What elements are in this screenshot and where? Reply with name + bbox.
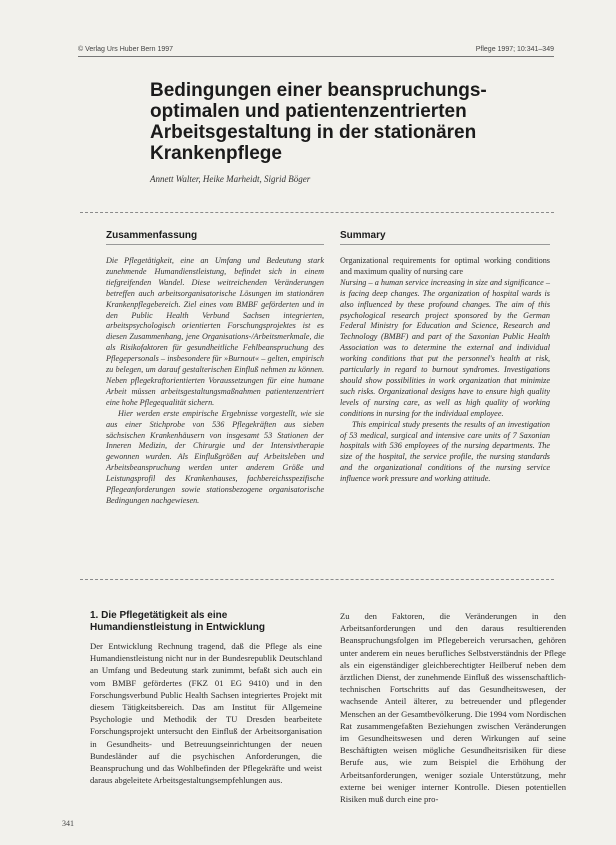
article-title: Bedingungen einer beanspruchungs-optimalen und patientenzentrierten Arbeitsgestaltung in der stationären Krankenpflege	[150, 80, 487, 164]
abstract-de-text	[106, 256, 324, 507]
abstract-en-paragraph-2: This empirical study presents the results of an investigation of 53 medical, surgical and intensive care units of 7 Saxonian hospitals with 536 employees of the nursing departments. The size of the hospital, the service profile, the nursing standards and the organizational conditions of the nursing service influence work pressure and working attitude.	[340, 419, 550, 484]
journal-citation-header: Pflege 1997; 10:341–349	[475, 46, 554, 53]
abstract-en-heading: Summary	[340, 230, 386, 241]
abstract-de-paragraph-2: Hier werden erste empirische Ergebnisse vorgestellt, wie sie aus einer Stichprobe von 536 Pflegekräften aus sieben sächsischen Krankenhäusern von insgesamt 53 Stationen der Inneren Medizin, der Chirurgie und der Intensivtherapie gewonnen wurden. Als Einflußgrößen auf Arbeitsleben und Arbeitsbeanspruchung werden unter anderem Größe und Leistungsprofil des Krankenhauses, fachbereichsspezifische Pflegeanforderungen sowie stationsbezogene organisatorische Bedingungen nachgewiesen.	[106, 408, 324, 505]
section-1-left-column: Der Entwicklung Rechnung tragend, daß die Pflege als eine Humandienstleistung nicht nur in der Bundesrepublik Deutschland an Umfang und Bedeutung stark zunimmt, befaßt sich auch ein vom BMBF gefördertes (FKZ 01 EG 9410) und in den Forschungsverbund Public Health Sachsen integriertes Projekt mit diesem Tätigkeitsbereich. Das am Institut für Allgemeine Psychologie und Methodik der TU Dresden bearbeitete Forschungsprojekt untersucht den Einfluß der Arbeitsorganisation in Gesundheits- und Betreuungseinrichtungen der neuen Bundesländer auf die psychischen Anforderungen, die Beanspruchung und das Wohlbefinden der Pflegekräfte und weist daraus abgeleitete Arbeitsgestaltungsempfehlungen aus.	[90, 641, 322, 786]
section-1-right-column: Zu den Faktoren, die Veränderungen in den Arbeitsanforderungen und den daraus resultierenden Beanspruchungsfolgen im Pflegebereich verursachen, gehören unter anderem ein neues berufliches Selbstverständnis der Pflege als ein eigenständiger gleichberechtigter Heilberuf neben dem ärztlichen Dienst, der zunehmende Einfluß des wissenschaftlich-technischen Fortschritts auf das Gesundheitswesen, der wachsende Anteil älterer, zu betreuender und pflegender Menschen an der Gesamtbevölkerung. Die 1994 vom Nordischen Rat zusammengefaßten Beziehungen zwischen Veränderungen im Gesundheitswesen und deren Wirkungen auf seine Beschäftigten weisen mögliche Gesundheitsrisiken für diese Berufe aus, wie zum Beispiel die Erhöhung der Arbeitsanforderungen, weniger soziale Unterstützung, mehr externe bei weniger interner Kontrolle. Diesen potentiellen Risiken muß durch eine pro-	[340, 611, 566, 805]
section-1-heading: 1. Die Pflegetätigkeit als eine Humandienstleistung in Entwicklung	[90, 610, 266, 633]
article-authors: Annett Walter, Heike Marheidt, Sigrid Böger	[150, 174, 311, 184]
abstract-de-heading-rule	[106, 244, 324, 245]
abstract-en-subtitle: Organizational requirements for optimal working conditions and maximum quality of nursing care	[340, 256, 550, 276]
publisher-header: © Verlag Urs Huber Bern 1997	[78, 46, 174, 53]
page-number: 341	[62, 819, 74, 828]
abstract-de-paragraph-1: Die Pflegetätigkeit, eine an Umfang und Bedeutung stark zunehmende Humandienstleistung, befindet sich in einem tiefgreifenden Wandel. Diese weitreichenden Veränderungen betreffen auch arbeitsorganisatorische Lösungen im stationären Krankenpflegebereich. Ziel eines vom BMBF geförderten und in den Public Health Verbund Sachsen integrierten, arbeitspsychologisch orientierten Forschungsprojektes ist es diesen Zusammenhang, jene Organisations-/Arbeitsmerkmale, die als Risikofaktoren für gesundheitliche Fehlbeanspruchung des Pflegepersonals – insbesondere für »Burnout« – gelten, empirisch zu belegen, um darauf gestalterischen Einfluß nehmen zu können. Neben pflegekraftorientierten Voraussetzungen für eine humane Arbeit müssen arbeitsgestaltungsmaßnahmen patientenzentriert eine hohe Pflegequalität sichern.	[106, 256, 324, 407]
abstract-en-text	[340, 256, 550, 485]
abstract-en-paragraph-1: Nursing – a human service increasing in size and significance – is facing deep changes. The organization of hospital wards is also influenced by these profound changes. The aim of this psychological research project sponsored by the German Federal Ministry for Education and Science, Research and Technology (BMBF) and part of the Saxonian Public Health Association was to determine the external and individual working conditions that put the personnel's health at risk, particularly in regard to burnout syndromes. Investigations should show possibilities in work organization that minimize such risks. Organizational designs have to ensure high quality levels of nursing care, as well as high quality of working conditions in nursing for the individual employee.	[340, 277, 550, 418]
header-rule	[78, 56, 554, 57]
abstract-en-heading-rule	[340, 244, 550, 245]
abstract-de-heading: Zusammenfassung	[106, 230, 198, 241]
